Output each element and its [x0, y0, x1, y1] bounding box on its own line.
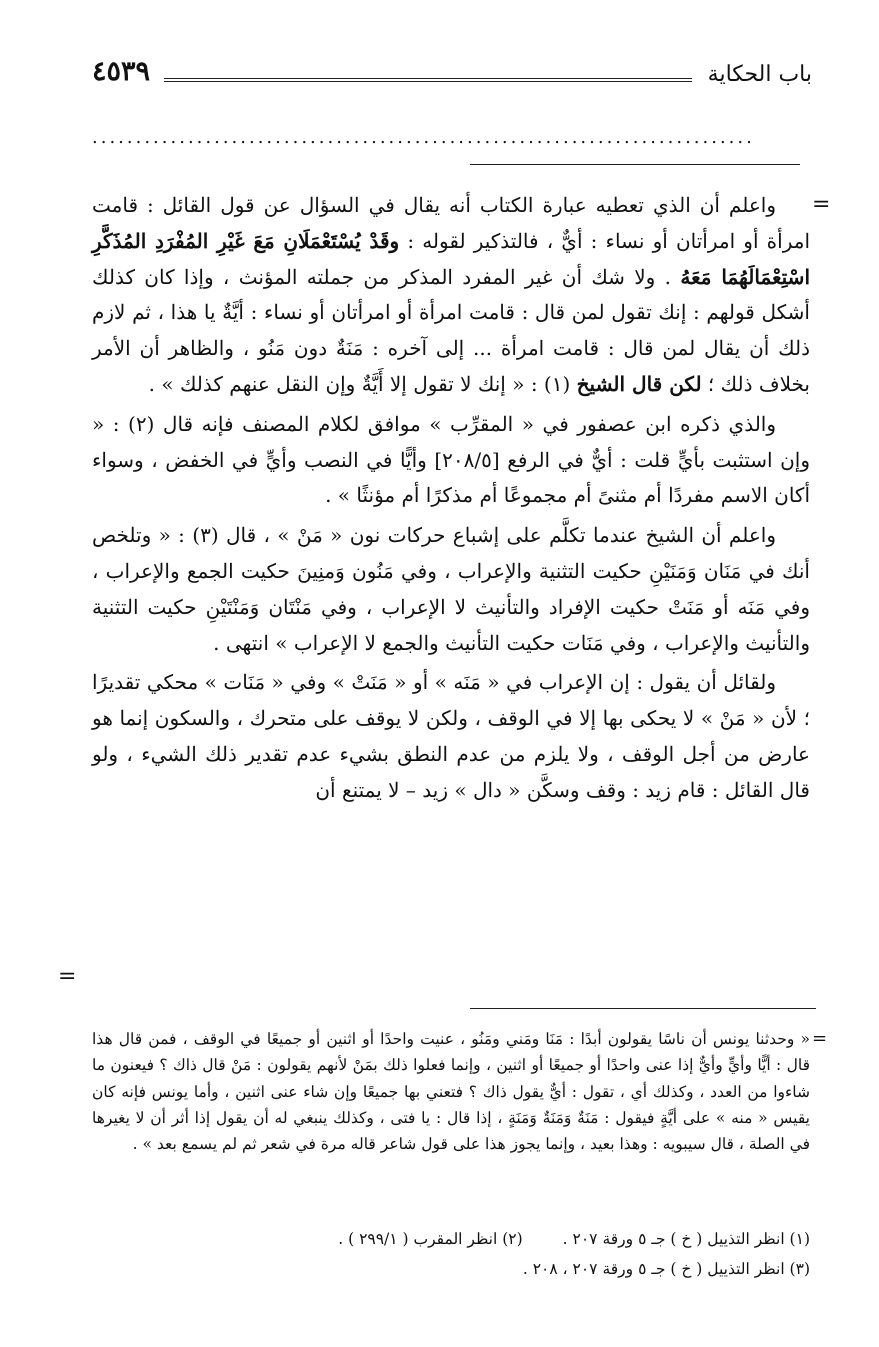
paragraph-1-text-a: واعلم أن الذي تعطيه عبارة الكتاب أنه يقال في السؤال عن قول القائل : قامت امرأة أو امرأتان أو نساء : أيٌّ ، فالتذكير لقوله :	[92, 193, 810, 253]
header-rule	[164, 78, 692, 82]
continuation-mark-top: =	[812, 192, 831, 217]
running-header	[92, 56, 812, 96]
paragraph-1-text-b: . ولا شك أن غير المفرد المذكر من جملته المؤنث ، وإذا كان كذلك أشكل قولهم : إنك تقول لمن قال : قامت امرأة أو امرأتان أو نساء : أيَّةٌ يا هذا ، ثم لازم ذلك أن يقال لمن قال : قامت امرأة ... إلى آخره : مَنَةٌ دون مَنُو ، والظاهر أن الأمر بخلاف ذلك ؛	[92, 264, 810, 396]
paragraph-1-text-c: (١) : « إنك لا تقول إلا أَيَّةٌ وإن النقل عنهم كذلك » .	[148, 371, 577, 396]
chapter-title: باب الحكاية	[707, 62, 812, 87]
continuation-mark-notes: =	[812, 1028, 828, 1049]
paragraph-4: ولقائل أن يقول : إن الإعراب في « مَنَه » أو « مَنَتْ » وفي « مَنَات » محكي تقديرًا ؛ لأن « مَنْ » لا يحكى بها إلا في الوقف ، ولكن لا يوقف على متحرك ، والسكون إنما هو عارض من أجل الوقف ، ولا يلزم من عدم النطق بشيء عدم تقدير ذلك الشيء ، ولو قال القائل : قام زيد : وقف وسكَّن « دال » زيد – لا يمتنع أن	[92, 670, 810, 802]
reference-2: (٢) انظر المقرب ( ٢٩٩/١ ) .	[338, 1230, 523, 1248]
reference-1: (١) انظر التذييل ( خ ) جـ ٥ ورقة ٢٠٧ .	[562, 1230, 810, 1248]
page-number: ٤٥٣٩	[92, 56, 151, 87]
paragraph-2: والذي ذكره ابن عصفور في « المقرِّب » موافق لكلام المصنف فإنه قال (٢) : « وإن استثبت بأيٍّ قلت : أيٌّ في الرفع [٢٠٨/٥] وأيًّا في النصب وأيٍّ في الخفض ، وسواء أكان الاسم مفردًا أم مثنىً أم مجموعًا أم مذكرًا أم مؤنثًا » .	[92, 411, 810, 508]
footnote-quote: « وحدثنا يونس أن ناسًا يقولون أبدًا : مَنَا ومَني ومَنُو ، عنيت واحدًا أو اثنين أو جميعًا في الوقف ، فمن قال هذا قال : أيًّا وأيٍّ وأيٌّ إذا عنى واحدًا أو جميعًا أو اثنين ، وإنما فعلوا ذلك بمَنْ لأنهم يقولون : مَنْ قال ذاك ؟ فيعنون ما شاءوا من العدد ، وكذلك أي ، تقول : أيٌّ يقول ذاك ؟ فتعني بها جميعًا وإن شاء عنى اثنين ، وأما يونس فإنه كان يقيس « منه » على أيَّةٍ فيقول : مَنَةٌ وَمَنَةٌ وَمَنَةٍ ، إذا قال : يا فتى ، وكذلك ينبغي له أن يقول إذا أثر أن لا يغيرها في الصلة ، قال سيبويه : وهذا بعيد ، وإنما يجوز هذا على قول شاعر قاله مرة في شعر ثم لم يسمع بعد » .	[92, 1030, 810, 1154]
reference-3: (٣) انظر التذييل ( خ ) جـ ٥ ورقة ٢٠٧ ، ٢٠٨ .	[522, 1260, 810, 1278]
dotted-separator: ............................................................................	[92, 128, 755, 148]
quoted-text-bold: وقَدْ يُسْتَعْمَلَانِ مَعَ غَيْرِ المُفْرَدِ المُذَكَّرِ اسْتِعْمَالَهُمَا مَعَهُ	[92, 228, 811, 289]
paragraph-1	[92, 188, 810, 403]
footnotes	[92, 1026, 810, 1157]
continuation-mark-bottom: =	[58, 964, 77, 989]
reference-row-1	[92, 1224, 810, 1254]
reference-row-2	[92, 1254, 810, 1284]
main-text	[92, 188, 810, 813]
section-rule	[470, 164, 800, 165]
emphasis-bold: لكن قال الشيخ	[576, 371, 702, 396]
paragraph-3: واعلم أن الشيخ عندما تكلَّم على إشباع حركات نون « مَنْ » ، قال (٣) : « وتلخص أنك في مَنَان وَمَنَيْنِ حكيت التثنية والإعراب ، وفي مَنُون وَمنِينَ حكيت الجمع والإعراب ، وفي مَنَه أو مَنَتْ حكيت الإفراد والتأنيث لا الإعراب ، وفي مَنْتَان وَمَنْتَيْنِ حكيت التثنية والتأنيث والإعراب ، وفي مَنَات حكيت التأنيث والجمع لا الإعراب » انتهى .	[92, 523, 810, 655]
footnote-rule	[470, 1008, 816, 1009]
references	[92, 1224, 810, 1284]
